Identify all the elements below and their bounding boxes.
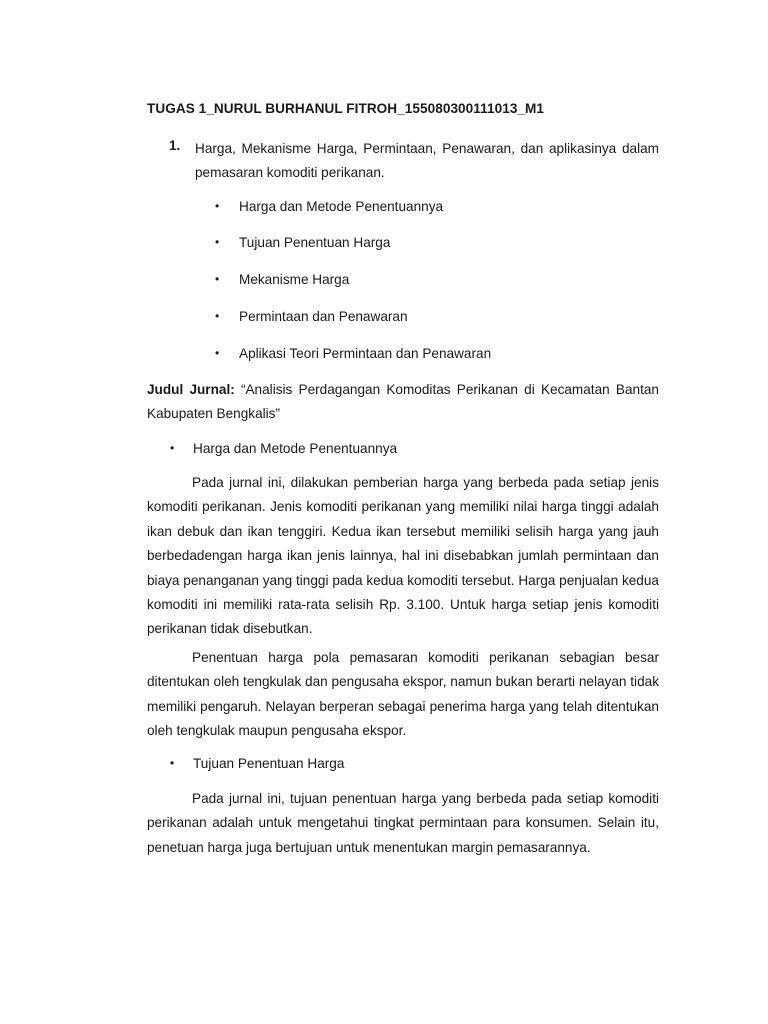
bullet-icon: • [170,756,175,770]
sub-list-item-label: Tujuan Penentuan Harga [239,235,391,250]
section-heading-label: Tujuan Penentuan Harga [193,756,345,771]
bullet-icon: • [215,199,220,213]
body-paragraph: Pada jurnal ini, dilakukan pemberian harga yang berbeda pada setiap jenis komoditi perikanan. Jenis komoditi perikanan yang memiliki nilai harga tinggi adalah ikan debuk dan ikan tenggiri. Kedua ikan tersebut memiliki selisih harga yang jauh berbedadengan harga ikan jenis lainnya, hal ini disebabkan jumlah permintaan dan biaya penanganan yang tinggi pada kedua komoditi tersebut. Harga penjualan kedua komoditi ini memiliki rata-rata selisih Rp. 3.100. Untuk harga setiap jenis komoditi perikanan tidak disebutkan. [147,475,659,637]
body-paragraph: Pada jurnal ini, tujuan penentuan harga yang berbeda pada setiap komoditi perikanan adalah untuk mengetahui tingkat permintaan para konsumen. Selain itu, penetuan harga juga bertujuan untuk menentukan margin pemasarannya. [147,791,659,855]
sub-list-item-label: Mekanisme Harga [239,272,350,287]
body-paragraph: Penentuan harga pola pemasaran komoditi perikanan sebagian besar ditentukan oleh tengkulak dan pengusaha ekspor, namun bukan berarti nelayan tidak memiliki pengaruh. Nelayan berperan sebagai penerima harga yang telah ditentukan oleh tengkulak maupun pengusaha ekspor. [147,650,659,739]
journal-title: “Analisis Perdagangan Komoditas Perikanan di Kecamatan Bantan Kabupaten Bengkalis” [147,382,659,422]
bullet-icon: • [215,272,220,286]
bullet-icon: • [170,441,175,455]
sub-list-item-label: Aplikasi Teori Permintaan dan Penawaran [239,346,492,361]
journal-title-paragraph [147,378,659,427]
sub-list-item-label: Permintaan dan Penawaran [239,309,408,324]
journal-label: Judul Jurnal: [147,382,235,397]
bullet-icon: • [215,235,220,249]
bullet-icon: • [215,309,220,323]
document-title: TUGAS 1_NURUL BURHANUL FITROH_155080300111013_M1 [147,101,545,116]
bullet-icon: • [215,346,220,360]
section-heading-label: Harga dan Metode Penentuannya [193,441,398,456]
numbered-item-text: Harga, Mekanisme Harga, Permintaan, Penawaran, dan aplikasinya dalam pemasaran komoditi perikanan. [195,141,659,180]
list-number: 1. [169,138,181,153]
sub-list-item-label: Harga dan Metode Penentuannya [239,199,444,214]
